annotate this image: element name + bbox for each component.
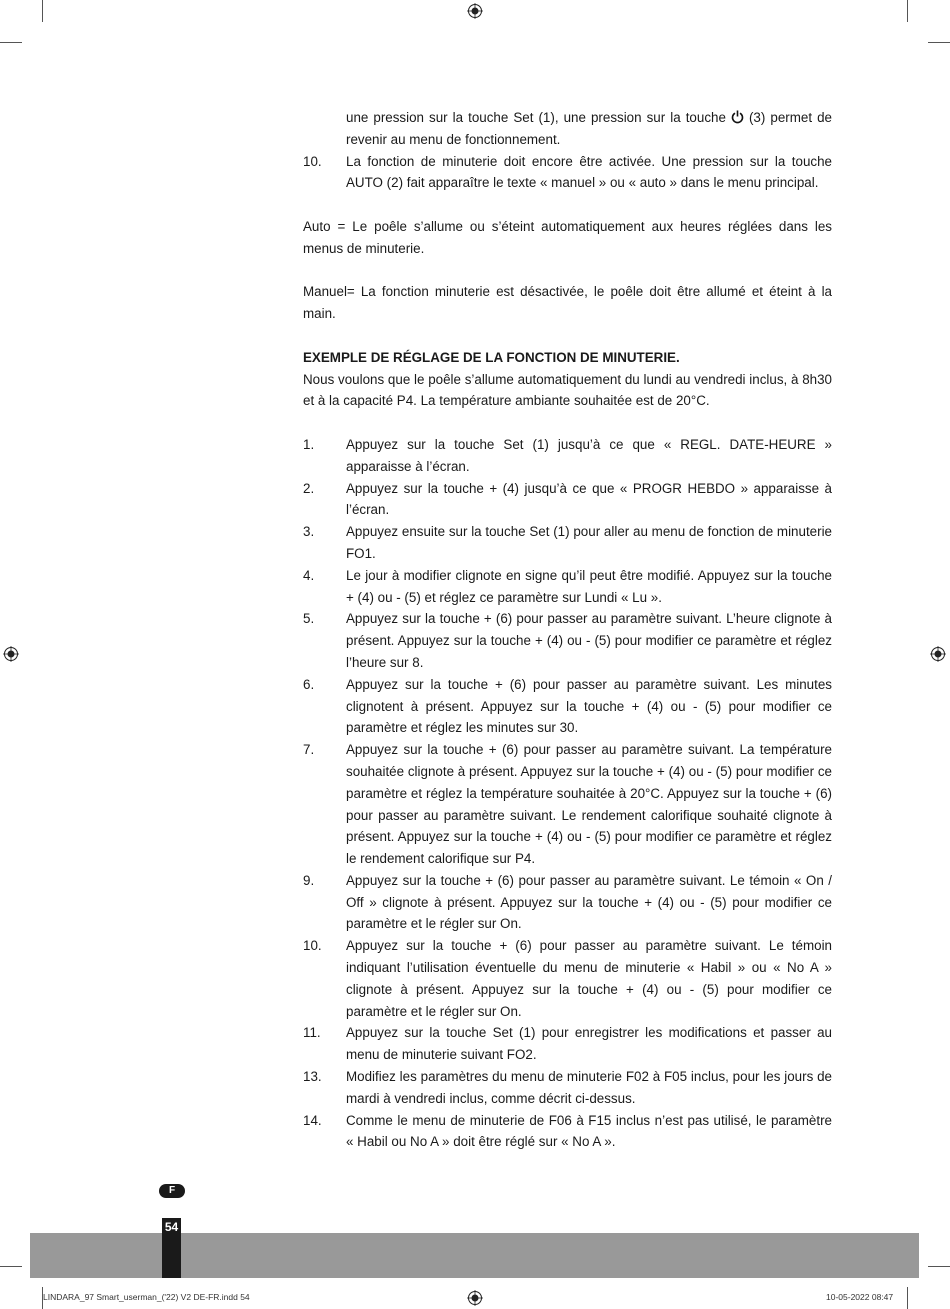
list-item-text: Le jour à modifier clignote en signe qu’il peut être modifié. Appuyez sur la touche + (4) ou - (5) et réglez ce paramètre sur Lundi « Lu ». [346,567,832,605]
list-item [303,935,832,1022]
page-content [303,107,832,1153]
crop-mark-bottom-left-h [0,1266,22,1267]
crop-mark-top-left-h [0,42,22,43]
auto-paragraph: Auto = Le poêle s’allume ou s’éteint automatiquement aux heures réglées dans les menus de minuterie. [303,218,832,256]
list-item-number: 10. [303,938,322,954]
list-item-text: Appuyez sur la touche + (6) pour passer au paramètre suivant. Le témoin indiquant l’utilisation éventuelle du menu de minuterie « Habil » ou « No A » clignote à présent. Appuyez sur la touche + (4) ou - (5) pour modifier ce paramètre et le régler sur On. [346,938,832,1019]
list-item-text: Comme le menu de minuterie de F06 à F15 inclus n’est pas utilisé, le paramètre « Habil ou No A » doit être réglé sur « No A ». [346,1112,832,1150]
list-item [303,151,832,195]
continuation-paragraph [303,107,832,151]
crop-mark-bottom-right-h [928,1266,950,1267]
list-item [303,565,832,609]
crop-mark-top-right-h [928,42,950,43]
registration-mark-top-icon [467,3,483,19]
page-number: 54 [164,1220,179,1234]
list-item-number: 9. [303,872,315,888]
registration-mark-bottom-icon [467,1290,483,1306]
list-item [303,608,832,673]
list-item-number: 6. [303,676,315,692]
list-item [303,870,832,935]
list-item-text: Appuyez ensuite sur la touche Set (1) pour aller au menu de fonction de minuterie FO1. [346,524,832,561]
language-badge: F [159,1184,185,1198]
list-item [303,1022,832,1066]
list-item-text: Appuyez sur la touche Set (1) jusqu’à ce que « REGL. DATE-HEURE » apparaisse à l’écran. [346,436,832,474]
steps-list [303,434,832,1153]
list-item [303,1066,832,1110]
continuation-line-1-start: une pression sur la touche Set (1), une pression sur la touche [346,110,731,125]
list-item-number: 3. [303,524,315,540]
intro-paragraph: Nous voulons que le poêle s’allume automatiquement du lundi au vendredi inclus, à 8h30 et à la capacité P4. La température ambiante souhaitée est de 20°C. [303,371,832,409]
list-item-text: Appuyez sur la touche Set (1) pour enregistrer les modifications et passer au menu de minuterie suivant FO2. [346,1025,832,1063]
manuel-paragraph: Manuel= La fonction minuterie est désactivée, le poêle doit être allumé et éteint à la main. [303,284,832,322]
list-item-text: Modifiez les paramètres du menu de minuterie F02 à F05 inclus, pour les jours de mardi à vendredi inclus, comme décrit ci-dessus. [346,1069,832,1106]
continuation-line-2: de revenir au menu de fonctionnement. [346,110,832,147]
crop-mark-top-left-v [42,0,43,22]
list-item-number: 10. [303,153,322,169]
registration-mark-left-icon [3,646,19,662]
list-item-number: 7. [303,742,315,758]
list-item-number: 13. [303,1069,322,1085]
list-item [303,674,832,739]
list-item-text: La fonction de minuterie doit encore être activée. Une pression sur la touche AUTO (2) fait apparaître le texte « manuel » ou « auto » dans le menu principal. [346,153,832,191]
power-icon [731,110,744,124]
list-item [303,739,832,870]
section-heading: EXEMPLE DE RÉGLAGE DE LA FONCTION DE MINUTERIE. [303,349,680,365]
list-item-number: 4. [303,567,315,583]
list-item-text: Appuyez sur la touche + (6) pour passer au paramètre suivant. L’heure clignote à présent. Appuyez sur la touche + (4) ou - (5) pour modifier ce paramètre et réglez l’heure sur 8. [346,611,832,670]
list-item-number: 1. [303,436,315,452]
crop-mark-top-right-v [907,0,908,22]
list-item [303,521,832,565]
list-item-number: 14. [303,1112,322,1128]
file-slug: LINDARA_97 Smart_userman_('22) V2 DE-FR.indd 54 [43,1292,250,1302]
date-slug: 10-05-2022 08:47 [826,1292,894,1302]
list-item-number: 2. [303,480,315,496]
list-item-text: Appuyez sur la touche + (4) jusqu’à ce que « PROGR HEBDO » apparaisse à l’écran. [346,480,832,518]
list-item [303,478,832,522]
list-item-text: Appuyez sur la touche + (6) pour passer au paramètre suivant. La température souhaitée clignote à présent. Appuyez sur la touche + (4) ou - (5) pour modifier ce paramètre et réglez la température souhaitée à 20°C. Appuyez sur la touche + (6) pour passer au paramètre suivant. Le rendement calorifique souhaité clignote à présent. Appuyez sur la touche + (4) ou - (5) pour modifier ce paramètre et réglez le rendement calorifique sur P4. [346,742,832,867]
crop-mark-bottom-right-v [907,1287,908,1309]
list-item [303,1110,832,1154]
list-item-number: 5. [303,611,315,627]
list-item-text: Appuyez sur la touche + (6) pour passer au paramètre suivant. Le témoin « On / Off » clignote à présent. Appuyez sur la touche + (4) ou - (5) pour modifier ce paramètre et le régler sur On. [346,872,832,932]
list-item-number: 11. [303,1025,321,1041]
registration-mark-right-icon [930,646,946,662]
continuation-line-1-end: (3) permet [743,110,813,125]
list-item-text: Appuyez sur la touche + (6) pour passer au paramètre suivant. Les minutes clignotent à présent. Appuyez sur la touche + (4) ou - (5) pour modifier ce paramètre et réglez les minutes sur 30. [346,676,832,736]
list-item [303,434,832,478]
